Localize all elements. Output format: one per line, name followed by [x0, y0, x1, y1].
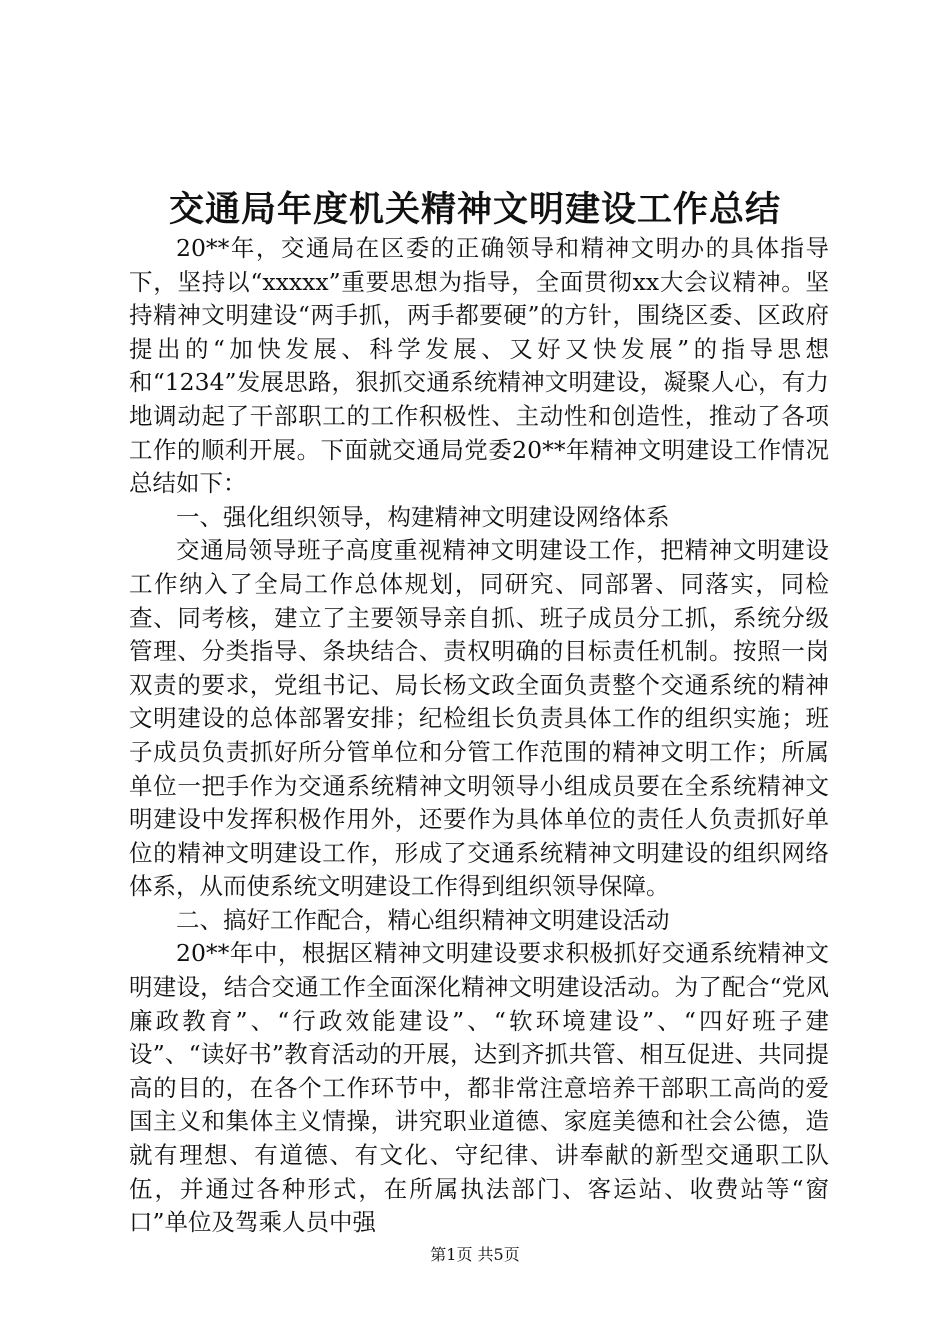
page-number-footer: 第1页 共5页: [430, 1245, 520, 1264]
section-1-paragraph: 交通局领导班子高度重视精神文明建设工作，把精神文明建设工作纳入了全局工作总体规划，同研究、同部署、同落实，同检查、同考核，建立了主要领导亲自抓、班子成员分工抓，系统分级管理、分类指导、条块结合、责权明确的目标责任机制。按照一岗双责的要求，党组书记、局长杨文政全面负责整个交通系统的精神文明建设的总体部署安排；纪检组长负责具体工作的组织实施；班子成员负责抓好所分管单位和分管工作范围的精神文明工作；所属单位一把手作为交通系统精神文明领导小组成员要在全系统精神文明建设中发挥积极作用外，还要作为具体单位的责任人负责抓好单位的精神文明建设工作，形成了交通系统精神文明建设的组织网络体系，从而使系统文明建设工作得到组织领导保障。: [129, 536, 829, 901]
document-body: [129, 232, 829, 1240]
section-heading-1: 一、强化组织领导，构建精神文明建设网络体系: [176, 502, 670, 531]
document-title: 交通局年度机关精神文明建设工作总结: [168, 189, 781, 230]
intro-paragraph: 20**年，交通局在区委的正确领导和精神文明办的具体指导下，坚持以“xxxxx”重要思想为指导，全面贯彻xx大会议精神。坚持精神文明建设“两手抓，两手都要硬”的方针，围绕区委、区政府提出的“加快发展、科学发展、又好又快发展”的指导思想和“1234”发展思路，狠抓交通系统精神文明建设，凝聚人心，有力地调动起了干部职工的工作积极性、主动性和创造性，推动了各项工作的顺利开展。下面就交通局党委20**年精神文明建设工作情况总结如下：: [129, 234, 829, 498]
section-2-paragraph: 20**年中，根据区精神文明建设要求积极抓好交通系统精神文明建设，结合交通工作全面深化精神文明建设活动。为了配合“党风廉政教育”、“行政效能建设”、“软环境建设”、“四好班子建设”、“读好书”教育活动的开展，达到齐抓共管、相互促进、共同提高的目的，在各个工作环节中，都非常注意培养干部职工高尚的爱国主义和集体主义情操，讲究职业道德、家庭美德和社会公德，造就有理想、有道德、有文化、守纪律、讲奉献的新型交通职工队伍，并通过各种形式，在所属执法部门、客运站、收费站等“窗口”单位及驾乘人员中强: [129, 939, 829, 1237]
section-heading-2: 二、搞好工作配合，精心组织精神文明建设活动: [176, 905, 670, 934]
